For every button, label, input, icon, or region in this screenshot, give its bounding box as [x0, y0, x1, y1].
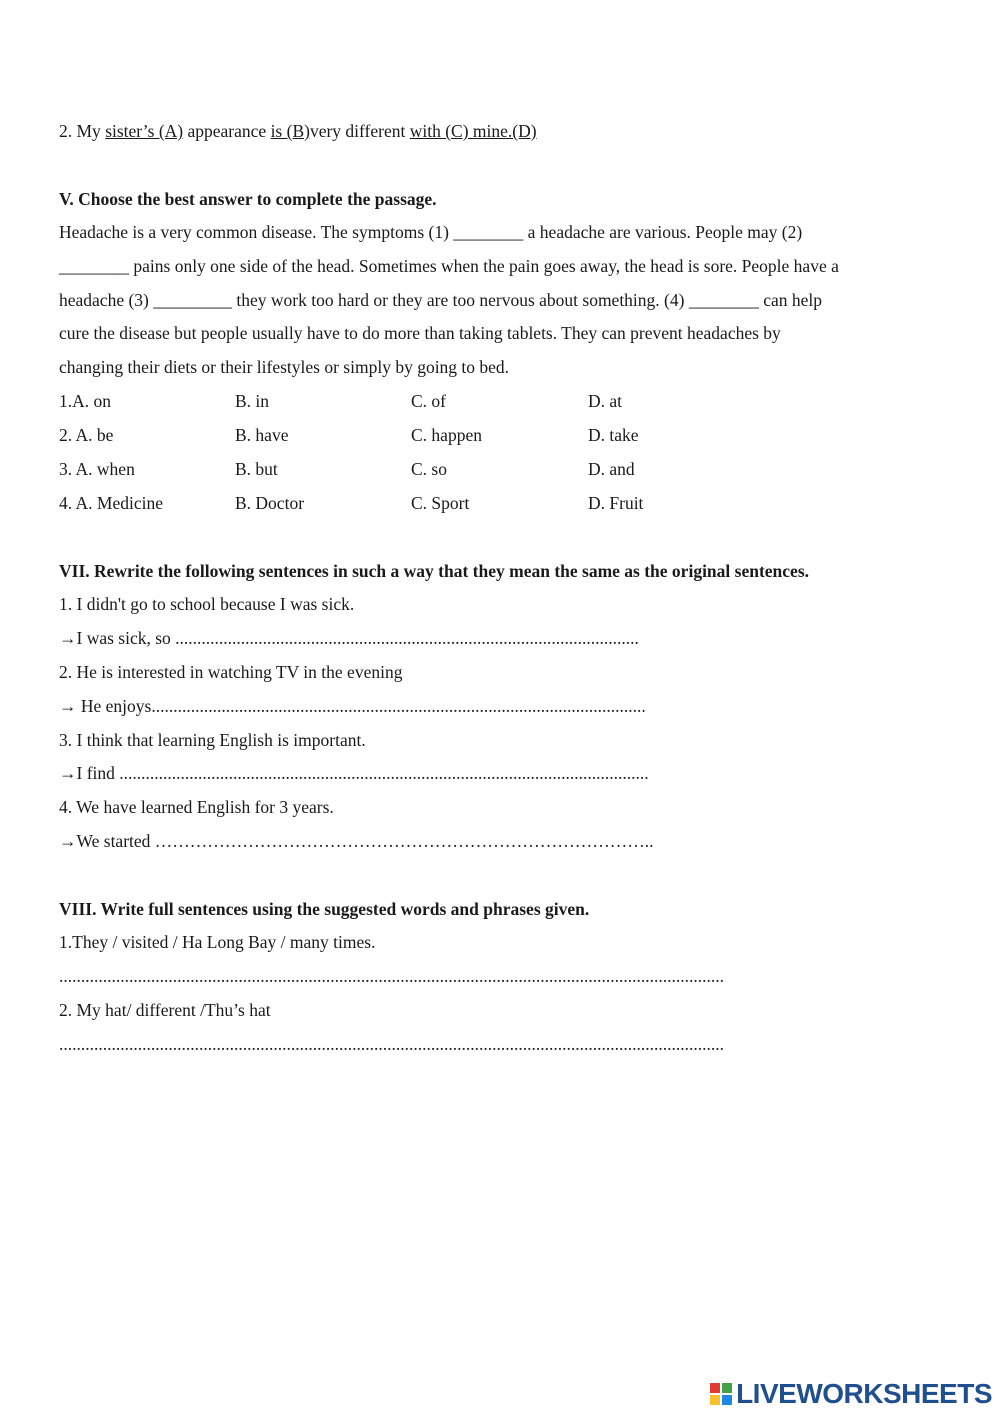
liveworksheets-logo — [710, 1378, 992, 1410]
option-4a[interactable]: 4. A. Medicine — [59, 493, 164, 513]
option-4d[interactable]: D. Fruit — [588, 493, 644, 513]
passage-line-1: Headache is a very common disease. The symptoms (1) ________ a headache are various. People may (2) — [59, 222, 803, 242]
option-4b[interactable]: B. Doctor — [235, 493, 305, 513]
section-vii-heading: VII. Rewrite the following sentences in such a way that they mean the same as the original sentences. — [59, 561, 810, 581]
option-b-underlined: is (B) — [270, 121, 310, 141]
rewrite-prompt-3: 3. I think that learning English is important. — [59, 730, 366, 750]
write-prompt-2: 2. My hat/ different /Thu’s hat — [59, 1000, 271, 1020]
sentence-mid-2: very different — [309, 121, 410, 141]
rewrite-answer-2[interactable]: → He enjoys................................................................................................................. — [59, 696, 646, 716]
option-3d[interactable]: D. and — [588, 459, 635, 479]
option-1b[interactable]: B. in — [235, 391, 270, 411]
passage-line-3: headache (3) _________ they work too hard or they are too nervous about something. (4) ________ can help — [59, 290, 822, 310]
logo-square-red — [710, 1383, 720, 1393]
passage-line-2: ________ pains only one side of the head. Sometimes when the pain goes away, the head is sore. People have a — [59, 256, 839, 276]
option-3a[interactable]: 3. A. when — [59, 459, 135, 479]
logo-square-blue — [722, 1395, 732, 1405]
passage-line-4: cure the disease but people usually have to do more than taking tablets. They can prevent headaches by — [59, 323, 781, 343]
option-a-underlined: sister’s (A) — [105, 121, 184, 141]
logo-square-yellow — [710, 1395, 720, 1405]
rewrite-prompt-1: 1. I didn't go to school because I was sick. — [59, 594, 355, 614]
write-answer-1[interactable]: ........................................................................................................................................................ — [59, 966, 724, 986]
option-1d[interactable]: D. at — [588, 391, 623, 411]
logo-square-green — [722, 1383, 732, 1393]
rewrite-answer-3[interactable]: →I find ......................................................................................................................... — [59, 763, 649, 783]
rewrite-answer-4[interactable]: →We started ………………………………………………………………………….. — [59, 831, 654, 851]
write-prompt-1: 1.They / visited / Ha Long Bay / many times. — [59, 932, 376, 952]
rewrite-prompt-4: 4. We have learned English for 3 years. — [59, 797, 334, 817]
write-answer-2[interactable]: ........................................................................................................................................................ — [59, 1034, 724, 1054]
sentence-prefix: 2. My — [59, 121, 106, 141]
option-4c[interactable]: C. Sport — [411, 493, 470, 513]
sentence-mid-1: appearance — [183, 121, 271, 141]
rewrite-prompt-2: 2. He is interested in watching TV in the evening — [59, 662, 403, 682]
error-id-sentence-2 — [59, 120, 537, 142]
rewrite-answer-1[interactable]: →I was sick, so .......................................................................................................... — [59, 628, 639, 648]
section-viii-heading: VIII. Write full sentences using the suggested words and phrases given. — [59, 899, 590, 919]
option-1c[interactable]: C. of — [411, 391, 446, 411]
option-3c[interactable]: C. so — [411, 459, 447, 479]
option-2a[interactable]: 2. A. be — [59, 425, 114, 445]
option-2c[interactable]: C. happen — [411, 425, 482, 445]
option-1a[interactable]: 1.A. on — [59, 391, 112, 411]
section-v-heading: V. Choose the best answer to complete the passage. — [59, 189, 437, 209]
option-c-d-underlined: with (C) mine.(D) — [409, 121, 537, 141]
logo-text: LIVEWORKSHEETS — [736, 1378, 992, 1409]
option-2b[interactable]: B. have — [235, 425, 289, 445]
logo-squares-icon — [710, 1383, 732, 1405]
option-3b[interactable]: B. but — [235, 459, 278, 479]
passage-line-5: changing their diets or their lifestyles or simply by going to bed. — [59, 357, 510, 377]
option-2d[interactable]: D. take — [588, 425, 639, 445]
